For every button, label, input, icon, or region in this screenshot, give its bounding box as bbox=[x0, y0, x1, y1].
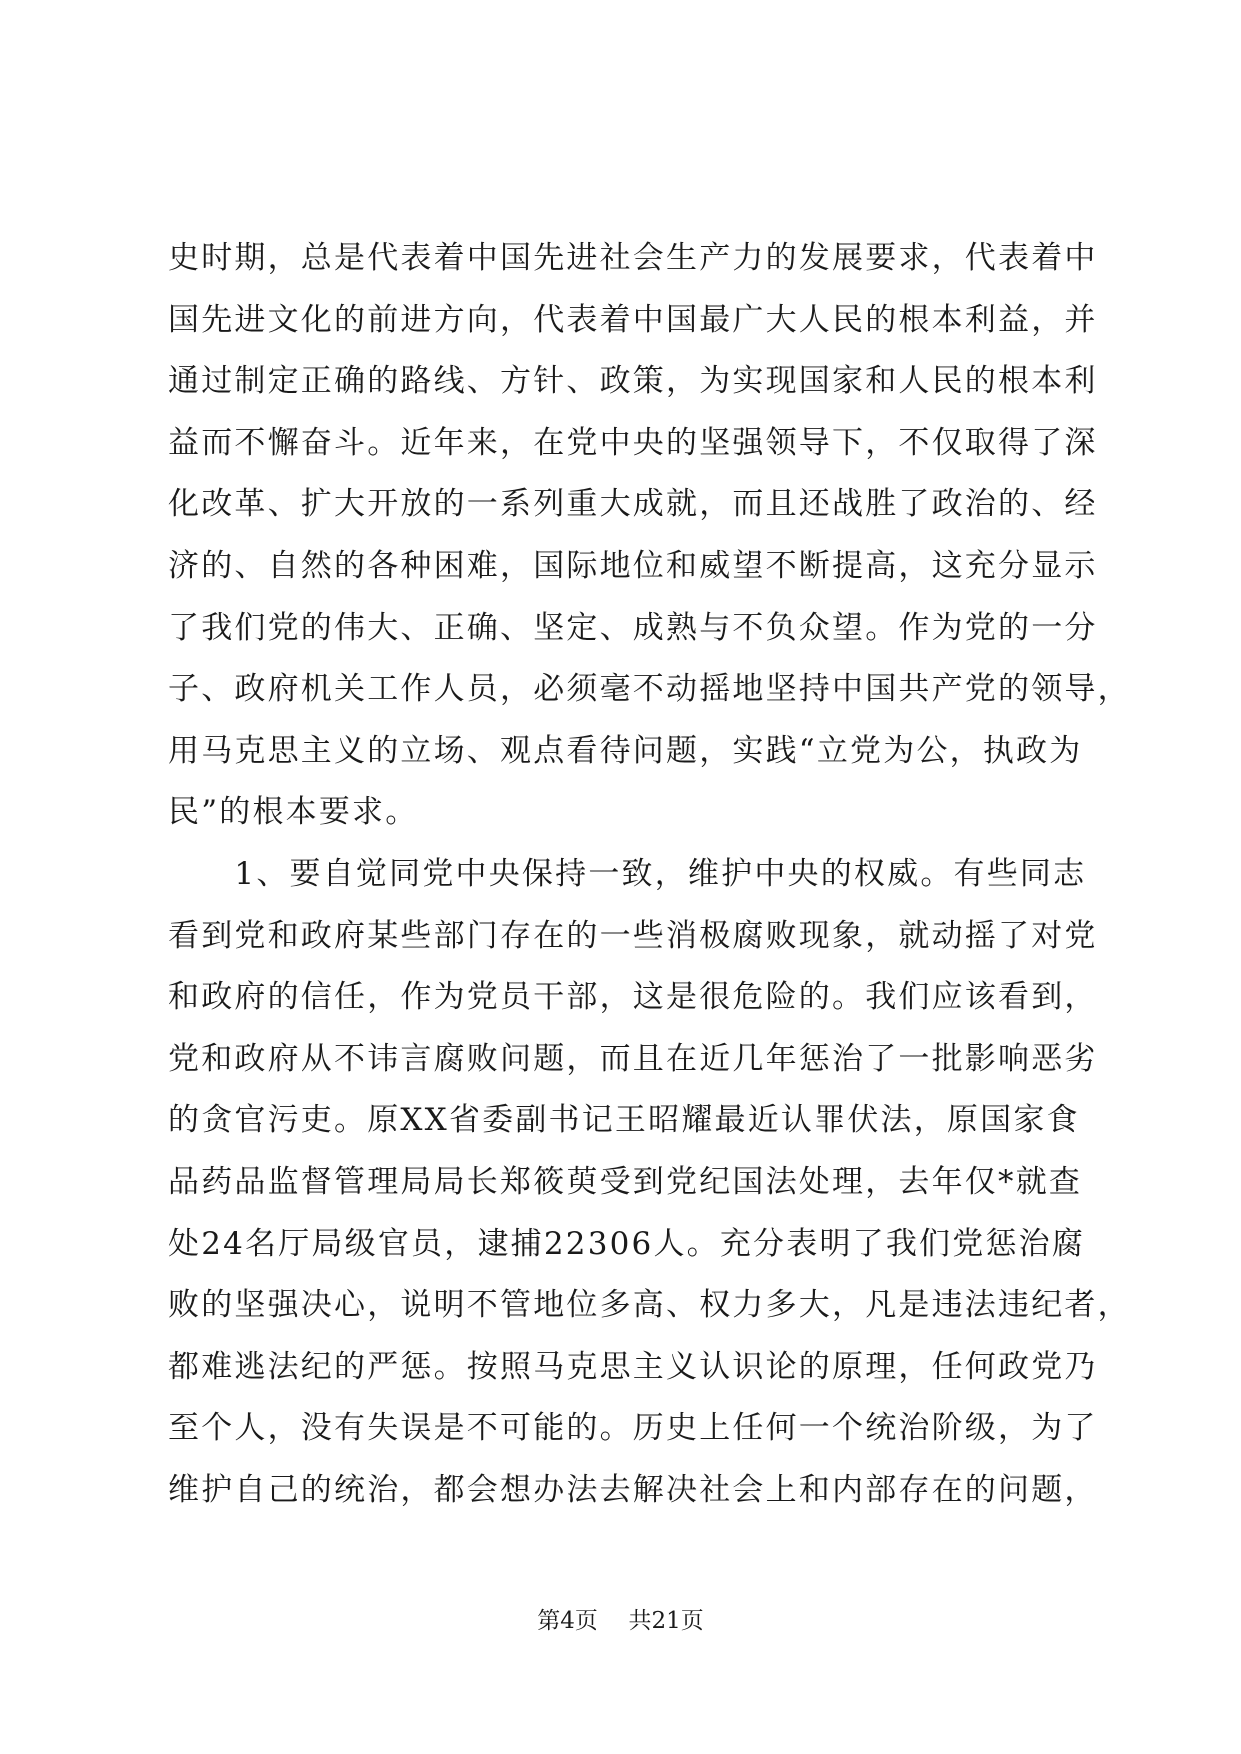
text-line: 史时期，总是代表着中国先进社会生产力的发展要求，代表着中 bbox=[168, 240, 1098, 276]
text-line: 了我们党的伟大、正确、坚定、成熟与不负众望。作为党的一分 bbox=[168, 609, 1098, 646]
page-footer bbox=[0, 1606, 1241, 1636]
text-line: 国先进文化的前进方向，代表着中国最广大人民的根本利益，并 bbox=[168, 301, 1098, 338]
text-line: 败的坚强决心，说明不管地位多高、权力多大，凡是违法违纪者， bbox=[168, 1287, 1131, 1324]
text-line: 都难逃法纪的严惩。按照马克思主义认识论的原理，任何政党乃 bbox=[168, 1348, 1098, 1385]
text-line: 维护自己的统治，都会想办法去解决社会上和内部存在的问题， bbox=[168, 1471, 1098, 1508]
text-line: 处24名厅局级官员，逮捕22306人。充分表明了我们党惩治腐 bbox=[168, 1225, 1086, 1262]
text-line: 1、要自觉同党中央保持一致，维护中央的权威。有些同志 bbox=[168, 855, 1087, 892]
text-line: 益而不懈奋斗。近年来，在党中央的坚强领导下，不仅取得了深 bbox=[168, 424, 1098, 461]
page-number: 第4页 bbox=[537, 1608, 598, 1634]
text-line: 济的、自然的各种困难，国际地位和威望不断提高，这充分显示 bbox=[168, 547, 1098, 584]
text-line: 和政府的信任，作为党员干部，这是很危险的。我们应该看到， bbox=[168, 979, 1098, 1016]
text-line: 通过制定正确的路线、方针、政策，为实现国家和人民的根本利 bbox=[168, 363, 1098, 400]
text-line: 的贪官污吏。原XX省委副书记王昭耀最近认罪伏法，原国家食 bbox=[168, 1102, 1080, 1139]
text-line: 子、政府机关工作人员，必须毫不动摇地坚持中国共产党的领导， bbox=[168, 671, 1131, 708]
text-line: 民”的根本要求。 bbox=[168, 794, 419, 831]
text-line: 看到党和政府某些部门存在的一些消极腐败现象，就动摇了对党 bbox=[168, 917, 1098, 954]
body-text bbox=[168, 228, 1131, 1521]
text-line: 至个人，没有失误是不可能的。历史上任何一个统治阶级，为了 bbox=[168, 1410, 1098, 1447]
text-line: 党和政府从不讳言腐败问题，而且在近几年惩治了一批影响恶劣 bbox=[168, 1040, 1098, 1077]
text-line: 用马克思主义的立场、观点看待问题，实践“立党为公，执政为 bbox=[168, 732, 1083, 769]
text-line: 品药品监督管理局局长郑筱萸受到党纪国法处理，去年仅*就查 bbox=[168, 1163, 1083, 1200]
page-total: 共21页 bbox=[628, 1608, 704, 1634]
text-line: 化改革、扩大开放的一系列重大成就，而且还战胜了政治的、经 bbox=[168, 486, 1098, 523]
